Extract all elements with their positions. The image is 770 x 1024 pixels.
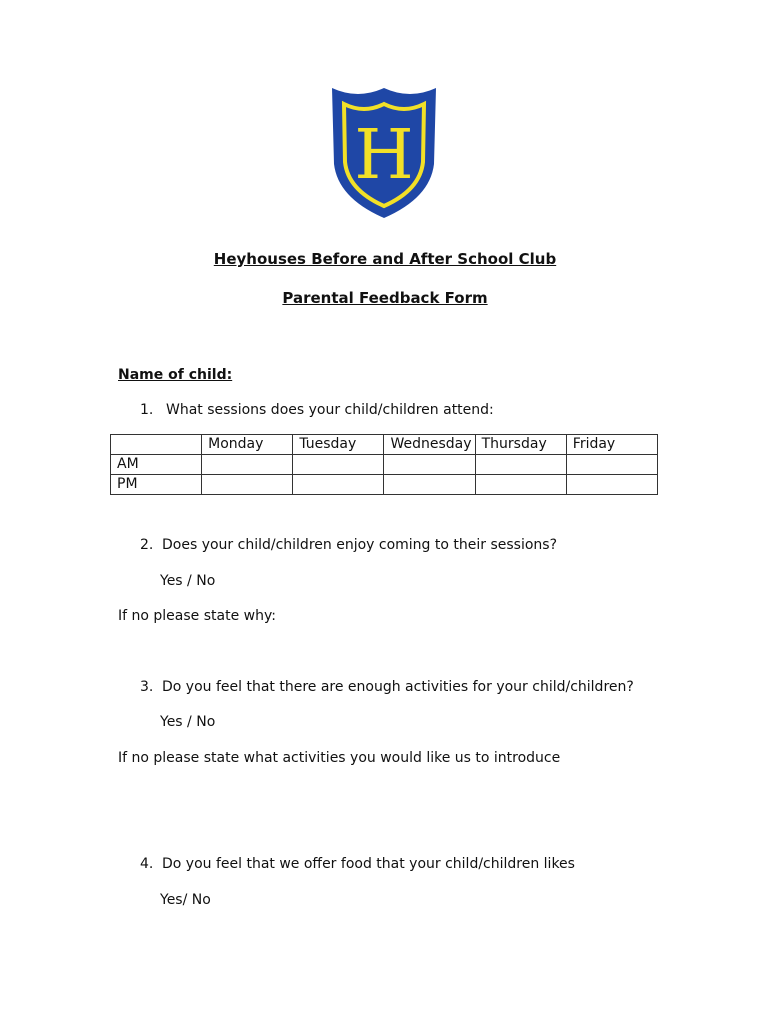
session-cell-am-tuesday[interactable] [293,455,384,475]
session-cell-am-wednesday[interactable] [384,455,475,475]
question-2-text: Does your child/children enjoy coming to their sessions? [162,537,558,553]
table-header-tuesday: Tuesday [293,435,384,455]
session-cell-am-monday[interactable] [202,455,293,475]
table-header-friday: Friday [566,435,657,455]
table-row-pm [111,475,658,495]
question-4-text: Do you feel that we offer food that your child/children likes [162,856,575,872]
table-row-label-pm: PM [111,475,202,495]
table-header-monday: Monday [202,435,293,455]
table-row-label-am: AM [111,455,202,475]
question-4-number: 4. [140,856,154,872]
table-corner-cell [111,435,202,455]
logo-letter: H [354,116,414,195]
question-1-text: What sessions does your child/children attend: [166,402,494,418]
question-3-text: Do you feel that there are enough activities for your child/children? [162,679,634,695]
question-1-number: 1. [140,402,154,418]
table-header-thursday: Thursday [475,435,566,455]
question-2-followup: If no please state why: [118,608,276,624]
sessions-table [110,434,658,495]
session-cell-pm-friday[interactable] [566,475,657,495]
question-2-number: 2. [140,537,154,553]
form-title: Parental Feedback Form [282,289,488,307]
session-cell-pm-wednesday[interactable] [384,475,475,495]
question-3-number: 3. [140,679,154,695]
question-4-answer[interactable]: Yes/ No [160,892,211,908]
table-header-wednesday: Wednesday [384,435,475,455]
session-cell-pm-monday[interactable] [202,475,293,495]
session-cell-pm-thursday[interactable] [475,475,566,495]
session-cell-am-friday[interactable] [566,455,657,475]
table-row-am [111,455,658,475]
question-2-answer[interactable]: Yes / No [160,573,216,589]
session-cell-pm-tuesday[interactable] [293,475,384,495]
question-3-followup: If no please state what activities you would like us to introduce [118,750,561,766]
school-crest-logo [330,86,438,220]
school-name-heading: Heyhouses Before and After School Club [213,250,557,268]
table-header-row [111,435,658,455]
child-name-label: Name of child: [118,367,233,383]
question-3-answer[interactable]: Yes / No [160,714,216,730]
session-cell-am-thursday[interactable] [475,455,566,475]
